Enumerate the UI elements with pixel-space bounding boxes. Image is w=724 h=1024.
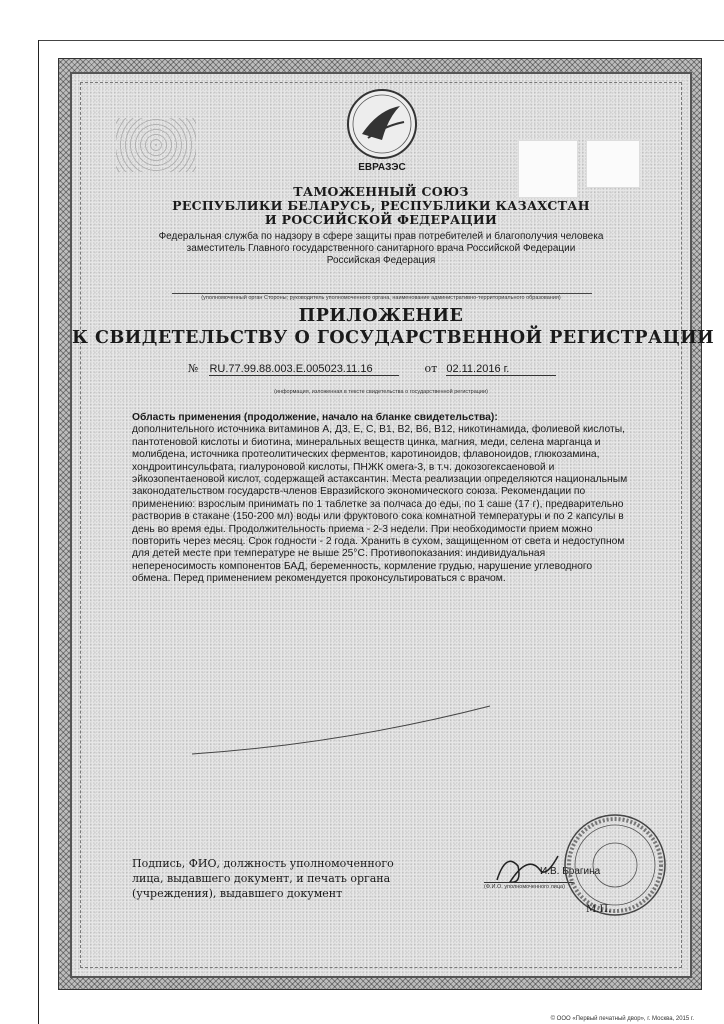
scope-of-application	[132, 412, 632, 586]
registration-row	[188, 362, 556, 376]
registration-caption: (информация, изложенная в тексте свидетельства о государственной регистрации)	[274, 389, 488, 395]
signature-instructions: Подпись, ФИО, должность уполномоченного лица, выдавшего документ, и печать органа (учреждения), выдавшего документ	[132, 857, 394, 900]
registration-number: RU.77.99.88.003.E.005023.11.16	[209, 363, 399, 376]
scan-edge-top	[38, 40, 724, 41]
agency-line-1: Федеральная служба по надзору в сфере защиты прав потребителей и благополучия человека	[158, 231, 604, 242]
union-title-line-3: И РОССИЙСКОЙ ФЕДЕРАЦИИ	[264, 212, 498, 227]
emblem-label: ЕВРАЗЭС	[358, 162, 406, 173]
scope-heading: Область применения (продолжение, начало на бланке свидетельства):	[132, 412, 498, 423]
scope-paragraph: дополнительного источника витаминов А, Д3, Е, С, В1, В2, В6, В12, никотинамида, фолиевой кислоты, пантотеновой кислоты и биотина, минеральных веществ цинка, магния, меди, селена марганца и молибдена, источника протеолитических ферментов, каротиноидов, флавоноидов, глюкозамина, хондроитинсульфата, гиалуроновой кислоты, ПНЖК омега-3, в т.ч. докозогексаеновой и эйкозопентаеновой кислот, содержащей астаксантин. Места реализации определяются национальным законодательством государств-членов Евразийского экономического союза. Рекомендации по применению: взрослым принимать по 1 таблетке за полчаса до еды, по 1 саше (17 г), предварительно растворив в стакане (150-200 мл) воды или фруктового сока комнатной температуры и по 2 капсулы в день во время еды. Продолжительность приема - 2-3 недели. При необходимости прием можно повторить через месяц. Срок годности - 2 года. Хранить в сухом, защищенном от света и недоступном для детей месте при температуре не выше 25°С. Противопоказания: индивидуальная непереносимость компонентов БАД, беременность, кормление грудью, нарушение углеводного обмена. Перед применением рекомендуется проконсультироваться с врачом.	[132, 424, 628, 585]
union-title-line-2: РЕСПУБЛИКИ БЕЛАРУСЬ, РЕСПУБЛИКИ КАЗАХСТАН	[172, 198, 590, 213]
title-line-1: ПРИЛОЖЕНИЕ	[298, 306, 464, 326]
official-seal-icon	[562, 812, 668, 918]
title-line-2: К СВИДЕТЕЛЬСТВУ О ГОСУДАРСТВЕННОЙ РЕГИСТРАЦИИ	[72, 328, 715, 348]
document-sheet	[70, 72, 715, 978]
signature-name-caption: (Ф.И.О. уполномоченного лица)	[484, 884, 565, 890]
strike-line-icon	[192, 704, 492, 764]
registration-no-label: №	[188, 362, 199, 375]
signature-underline	[484, 882, 574, 883]
registration-date: 02.11.2016 г.	[446, 363, 556, 376]
agency-line-3: Российская Федерация	[326, 255, 436, 266]
union-title-line-1: ТАМОЖЕННЫЙ СОЮЗ	[293, 184, 469, 199]
scan-edge-left	[38, 40, 39, 1024]
registration-from-label: от	[424, 362, 438, 375]
agency-line-2: заместитель Главного государственного санитарного врача Российской Федерации	[186, 243, 576, 254]
agency-underline	[172, 293, 592, 294]
agency-caption: (уполномоченный орган Стороны; руководитель уполномоченного органа, наименование административно-территориального образования)	[201, 295, 561, 301]
seal-mark: М.П.	[586, 904, 612, 915]
decorative-pattern	[116, 118, 196, 172]
signatory-name: И.В. Брагина	[540, 866, 601, 877]
blank-area-right	[586, 140, 640, 188]
eurasec-emblem-icon	[334, 82, 430, 174]
printer-footer: © ООО «Первый печатный двор», г. Москва, 2015 г.	[550, 1016, 694, 1022]
